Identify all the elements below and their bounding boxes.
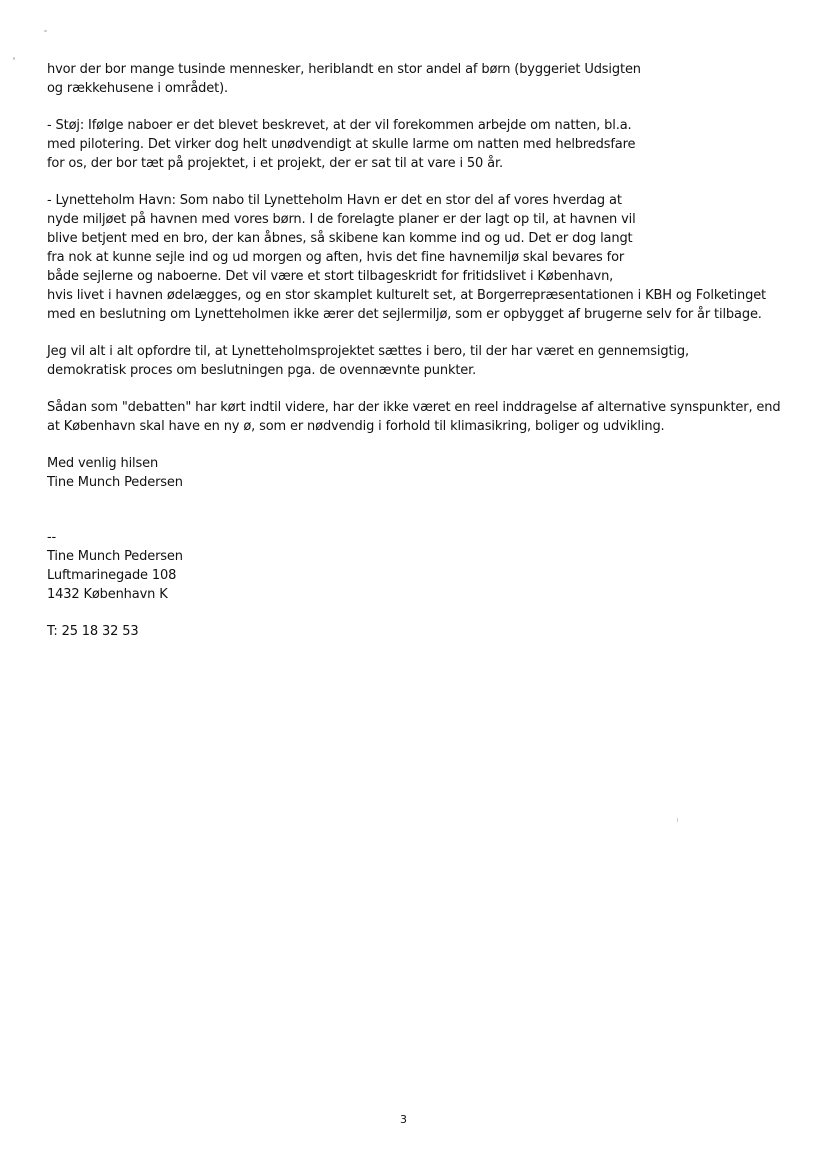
body-text-line: blive betjent med en bro, der kan åbnes, så skibene kan komme ind og ud. Det er dog langt <box>47 231 633 246</box>
body-text-line: med pilotering. Det virker dog helt unødvendigt at skulle larme om natten med helbredsfare <box>47 137 636 152</box>
body-text-line: - Støj: Ifølge naboer er det blevet beskrevet, at der vil forekommen arbejde om natten, bl.a. <box>47 118 632 133</box>
contact-name: Tine Munch Pedersen <box>47 549 183 564</box>
scan-speck <box>677 818 678 822</box>
body-text-line: nyde miljøet på havnen med vores børn. I de forelagte planer er der lagt op til, at havnen vil <box>47 212 636 227</box>
body-text-line: med en beslutning om Lynetteholmen ikke ærer det sejlermiljø, som er opbygget af brugerne selv for år tilbage. <box>47 307 762 322</box>
signature-separator: -- <box>47 530 57 545</box>
body-text-line: Jeg vil alt i alt opfordre til, at Lynetteholmsprojektet sættes i bero, til der har været en gennemsigtig, <box>47 344 689 359</box>
body-text-line: hvis livet i havnen ødelægges, og en stor skamplet kulturelt set, at Borgerrepræsentationen i KBH og Folketinget <box>47 288 767 303</box>
contact-street: Luftmarinegade 108 <box>47 568 177 583</box>
contact-city: 1432 København K <box>47 587 168 602</box>
body-text-line: demokratisk proces om beslutningen pga. de ovennævnte punkter. <box>47 363 477 378</box>
body-text-line: Sådan som "debatten" har kørt indtil videre, har der ikke været en reel inddragelse af alternative synspunkter, end <box>47 400 781 415</box>
signature-name: Tine Munch Pedersen <box>47 475 183 490</box>
body-text-line: for os, der bor tæt på projektet, i et projekt, der er sat til at vare i 50 år. <box>47 156 503 171</box>
page-number: 3 <box>400 1113 407 1126</box>
scan-speck <box>44 30 47 32</box>
body-text-line: og rækkehusene i området). <box>47 81 228 96</box>
body-text-line: fra nok at kunne sejle ind og ud morgen og aften, hvis det fine havnemiljø skal bevares for <box>47 250 625 265</box>
body-text-line: hvor der bor mange tusinde mennesker, heriblandt en stor andel af børn (byggeriet Udsigten <box>47 62 641 77</box>
body-text-line: at København skal have en ny ø, som er nødvendig i forhold til klimasikring, boliger og udvikling. <box>47 419 665 434</box>
scan-speck <box>13 57 15 60</box>
contact-phone: T: 25 18 32 53 <box>47 624 139 639</box>
body-text-line: både sejlerne og naboerne. Det vil være et stort tilbageskridt for fritidslivet i København, <box>47 269 614 284</box>
closing-line: Med venlig hilsen <box>47 456 159 471</box>
body-text-line: - Lynetteholm Havn: Som nabo til Lynetteholm Havn er det en stor del af vores hverdag at <box>47 193 622 208</box>
